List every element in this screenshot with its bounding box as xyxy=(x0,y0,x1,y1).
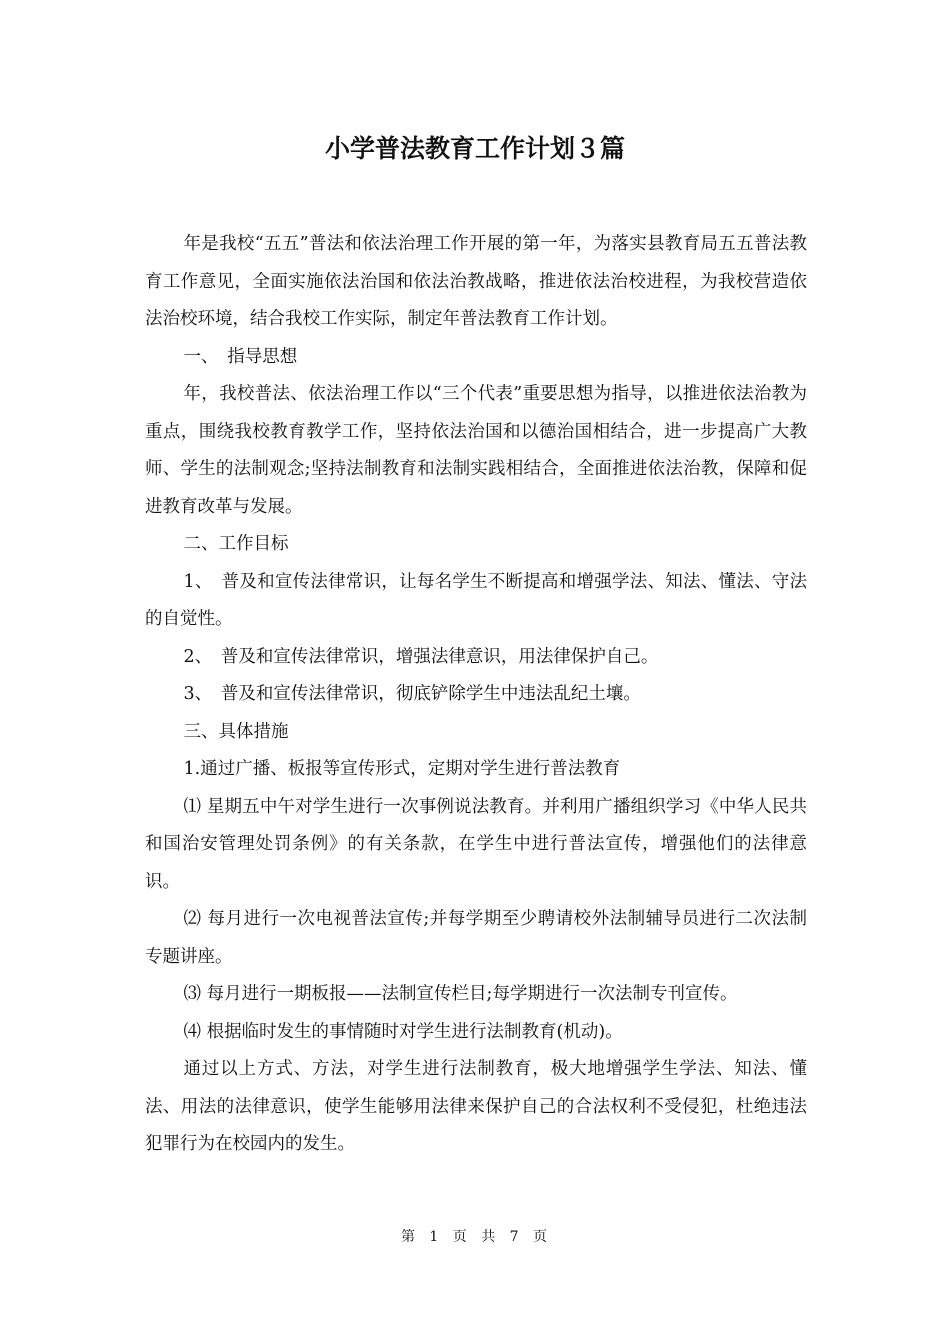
measure-item-2: ⑵ 每月进行一次电视普法宣传;并每学期至少聘请校外法制辅导员进行二次法制专题讲座。 xyxy=(145,909,807,967)
guiding-thought-paragraph: 年，我校普法、依法治理工作以“三个代表”重要思想为指导，以推进依法治教为重点，围绕我校教育教学工作，坚持依法治国和以德治国相结合，进一步提高广大教师、学生的法制观念;坚持法制教育和法制实践相结合，全面推进依法治教，保障和促进教育改革与发展。 xyxy=(145,384,807,517)
goal-item-2: 2、 普及和宣传法律常识，增强法律意识，用法律保护自己。 xyxy=(183,646,659,667)
measure-heading-1: 1.通过广播、板报等宣传形式，定期对学生进行普法教育 xyxy=(183,759,621,779)
section-heading-work-goals: 二、工作目标 xyxy=(183,534,289,554)
summary-paragraph: 通过以上方式、方法，对学生进行法制教育，极大地增强学生学法、知法、懂法、用法的法律意识，使学生能够用法律来保护自己的合法权利不受侵犯，杜绝违法犯罪行为在校园内的发生。 xyxy=(145,1059,807,1154)
measure-item-3: ⑶ 每月进行一期板报——法制宣传栏目;每学期进行一次法制专刊宣传。 xyxy=(183,984,738,1004)
measure-item-4: ⑷ 根据临时发生的事情随时对学生进行法制教育(机动)。 xyxy=(183,1021,623,1042)
section-heading-measures: 三、具体措施 xyxy=(183,721,289,742)
page-number-footer: 第 1 页 共 7 页 xyxy=(400,1229,550,1245)
goal-item-1: 1、 普及和宣传法律常识，让每名学生不断提高和增强学法、知法、懂法、守法的自觉性。 xyxy=(145,571,807,629)
measure-item-1: ⑴ 星期五中午对学生进行一次事例说法教育。并利用广播组织学习《中华人民共和国治安管理处罚条例》的有关条款，在学生中进行普法宣传，增强他们的法律意识。 xyxy=(145,796,807,892)
intro-paragraph: 年是我校“五五”普法和依法治理工作开展的第一年，为落实县教育局五五普法教育工作意见，全面实施依法治国和依法治教战略，推进依法治校进程，为我校营造依法治校环境，结合我校工作实际，制定年普法教育工作计划。 xyxy=(145,234,807,329)
section-heading-guiding-thought: 一、 指导思想 xyxy=(183,346,298,367)
goal-item-3: 3、 普及和宣传法律常识，彻底铲除学生中违法乱纪土壤。 xyxy=(183,684,641,704)
page-title: 小学普法教育工作计划３篇 xyxy=(324,134,625,163)
document-body xyxy=(145,226,807,1164)
